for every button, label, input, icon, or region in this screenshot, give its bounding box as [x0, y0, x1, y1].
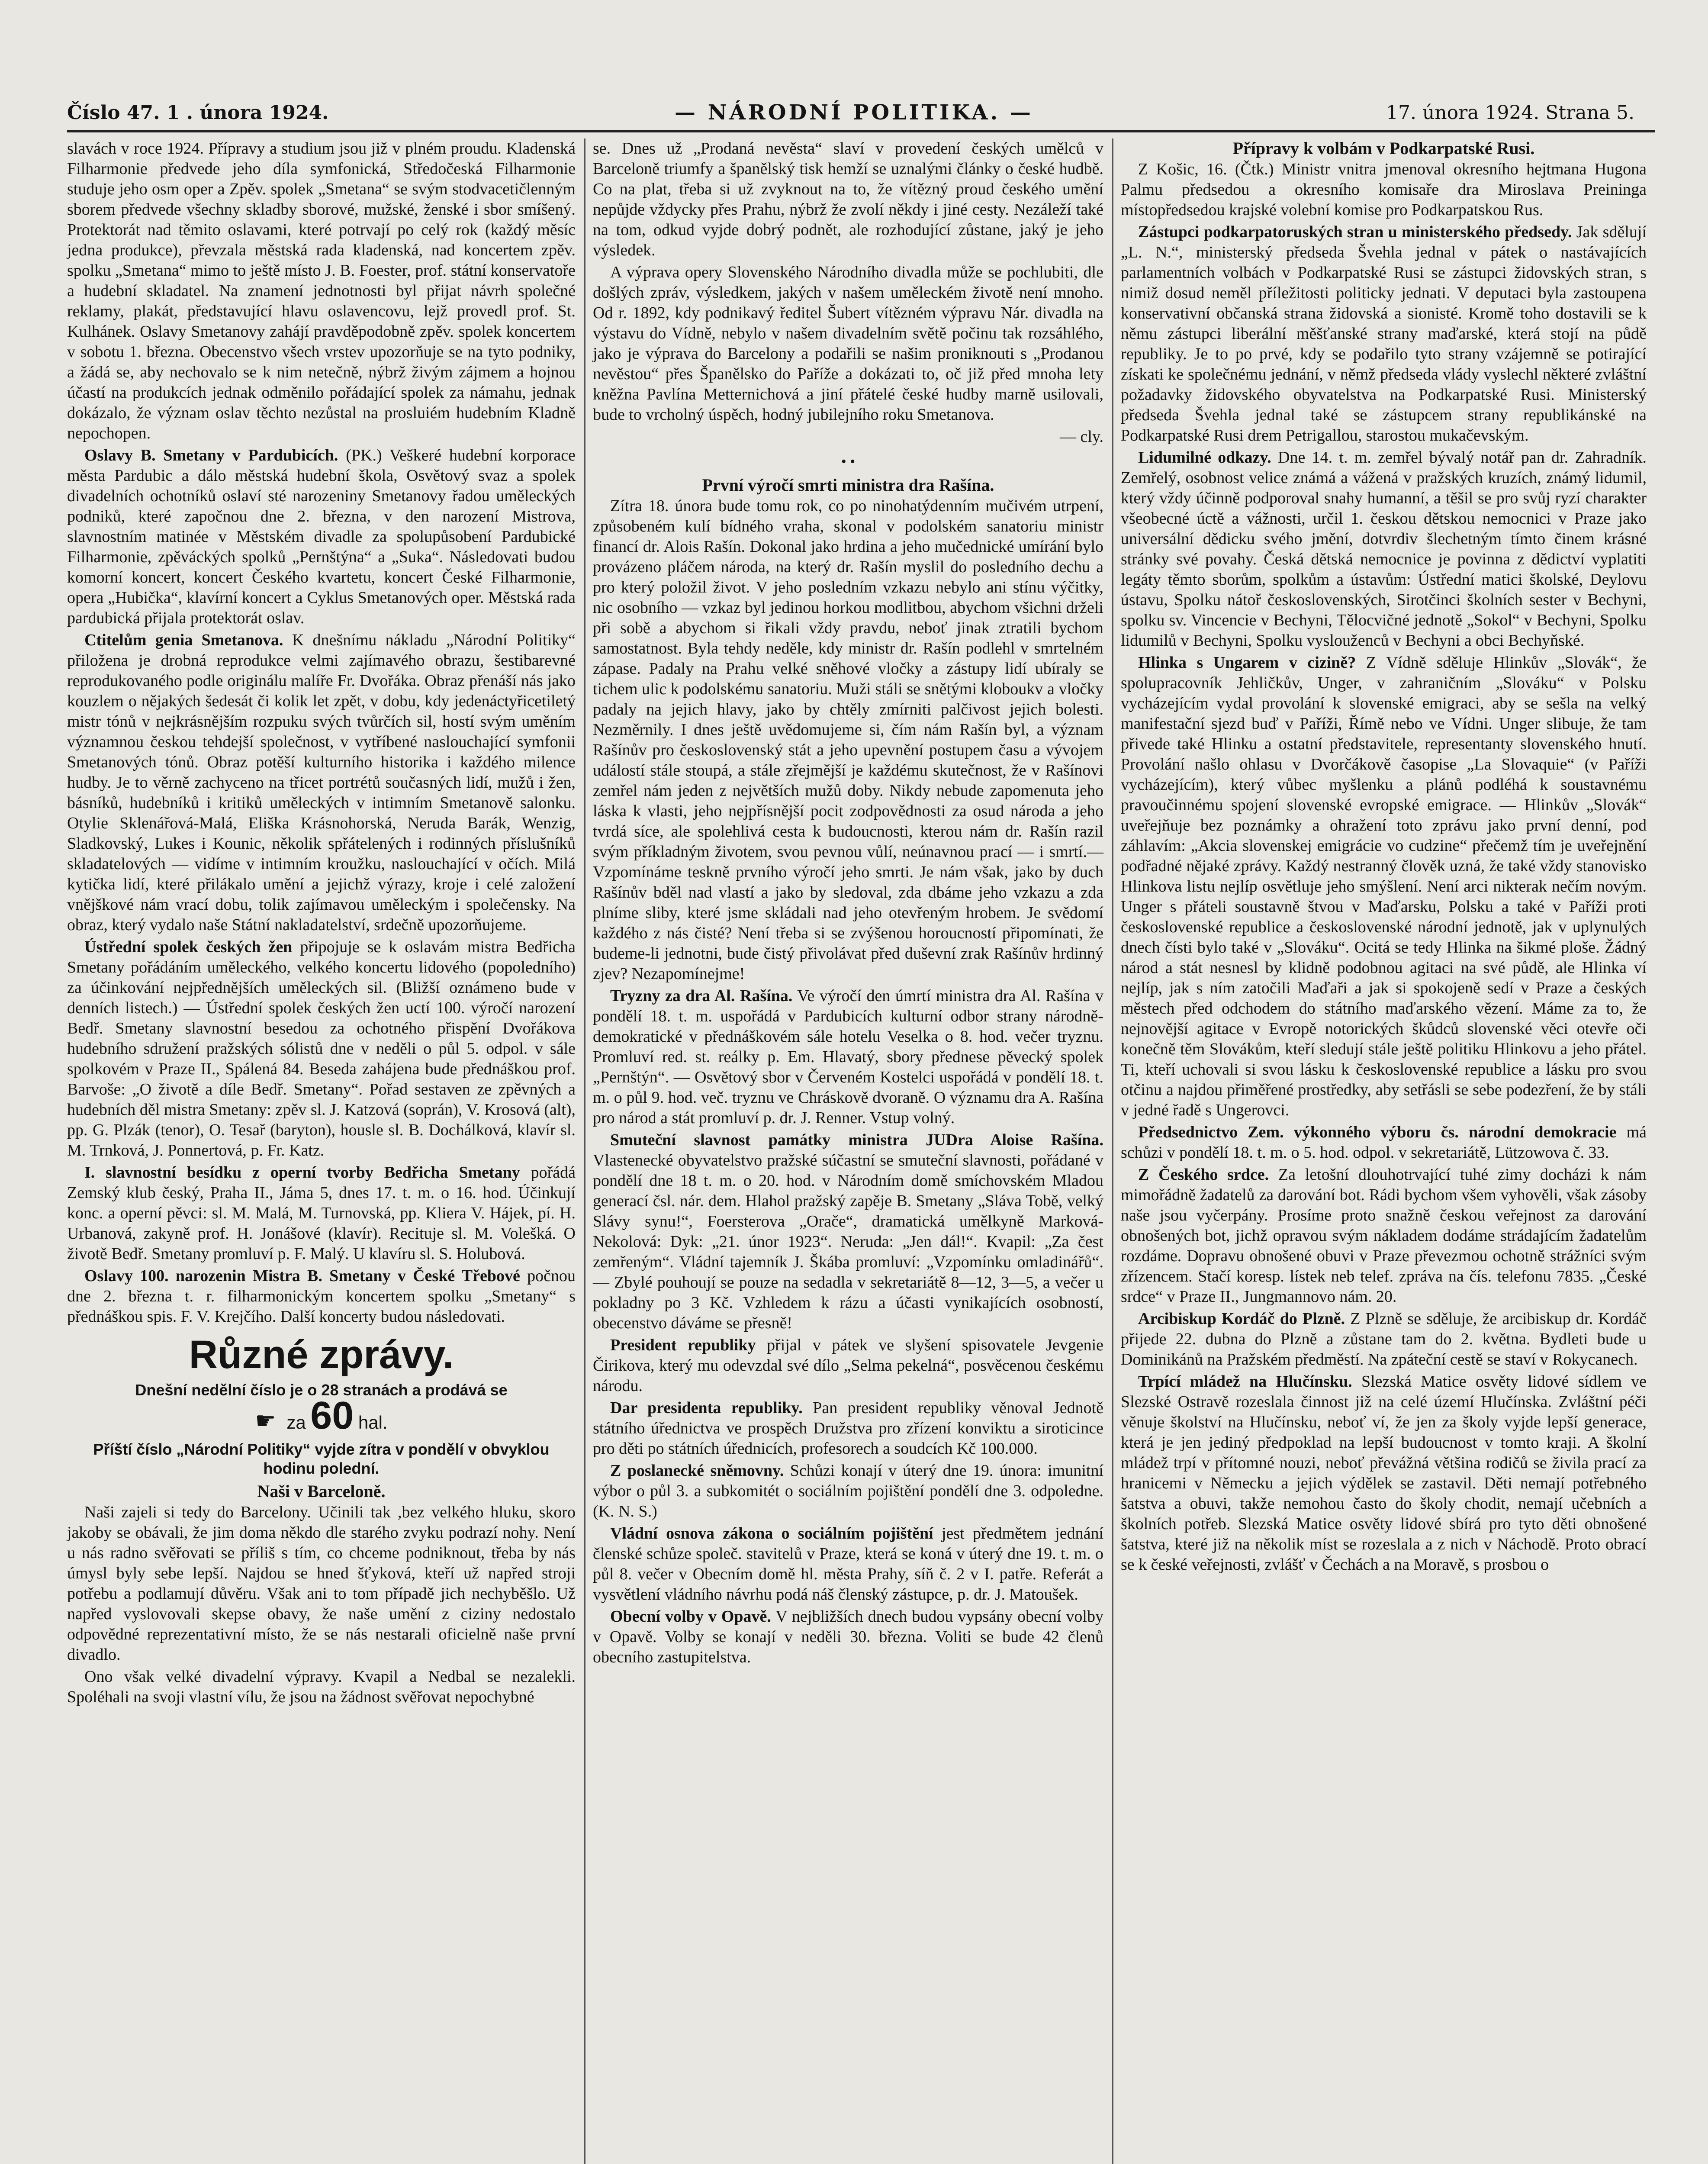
article-paragraph: A výprava opery Slovenského Národního divadla může se pochlubiti, dle došlých zpráv, výsledkem, jakých v našem uměleckém životě není mnoho. Od r. 1892, kdy podnikavý ředitel Šubert vítězném výpravu Nár. divadla na výstavu do Vídně, nebylo v našem divadelním světě počinu tak rozsáhlého, jako je výprava do Barcelony a podařili se našim proniknouti s „Prodanou nevěstou“ přes Španělsko do Paříže a dokázati to, oč již před mnoha lety kněžna Pavlína Metternichová a jiní přátelé české hudby marně usilovali, bude to vrcholný úspěch, hodný jubilejního roku Smetanova. — [593, 263, 1103, 424]
pointing-hand-icon: ☛ — [255, 1408, 276, 1434]
article-paragraph: slavách v roce 1924. Přípravy a studium jsou již v plném proudu. Kladenská Filharmonie předvede jeho díla symfonická, Středočeská Filharmonie studuje jeho osm oper a Zpěv. spolek „Smetana“ se svým stodvacetičlenným sborem předvede všechny skladby sborové, mužské, ženské i sbor smíšený. Protektorát nad těmito oslavami, které potrvají po celý rok (každý měsíc jedna produkce), převzala městská rada kladenská, nad koncertem zpěv. spolku „Smetana“ mimo to ještě místo J. B. Foester, prof. státní konservatoře a hudební skladatel. Na znamení jednotnosti byl přijat návrh společné reklamy, plakát, představující hlavu oslavencovu, lejž provedl prof. St. Kulhánek. Oslavy Smetanovy zahájí pravděpodobně zpěv. spolek koncertem v sobotu 1. března. Obecenstvo všech vrstev upozorňuje se na tyto podniky, a žádá se, aby nechovalo se k nim netečně, nýbrž živým zájmem a hojnou účastí na produkcích jednak odměnilo pořádající spolek za námahu, jednak dokázalo, že význam oslav těchto nezůstal na prosluiém hudebním Kladně nepochopen. — [67, 139, 576, 442]
article-heading: Ústřední spolek českých žen — [84, 938, 293, 956]
article-title: První výročí smrti ministra dra Rašína. — [702, 475, 994, 495]
article-paragraph — [67, 445, 576, 628]
article-heading: Smuteční slavnost památky ministra JUDra Aloise Rašína. — [610, 1131, 1103, 1149]
price-box — [67, 1394, 576, 1437]
article-paragraph — [593, 1523, 1103, 1605]
article-paragraph — [593, 986, 1103, 1128]
page-header — [0, 0, 1708, 134]
article-text: Schůzi konají v úterý dne 19. února: imunitní výbor o půl 3. a subkomitét o sociálním pojištění pondělí dne 3. odpoledne. (K. N. S.) — [593, 1462, 1104, 1520]
article-text: připojuje se k oslavám mistra Bedřicha Smetany pořádáním uměleckého, velkého koncertu lidového (popoledního) za účinkování nejpřednějších uměleckých sil. (Bližší oznámeno bude v denních listech.) — Ústřední spolek českých žen uctí 100. výročí narození Bedř. Smetany slavnostní besedou za ochotného přispění Dvořákova hudebního sdružení pražských sólistů dne v neděli o půl 5. odpol. v sále spolkovém v Praze II., Spálená 84. Beseda zahájena bude přednáškou prof. Barvoše: „O životě a díle Bedř. Smetany“. Pořad sestaven ze zpěvných a hudebních děl mistra Smetany: zpěv sl. J. Katzová (soprán), V. Krosová (alt), pp. G. Plzák (tenor), O. Tesař (baryton), housle sl. B. Dochálková, klavír sl. M. Trnková, J. Ponnertová, p. Fr. Katz. — [67, 938, 576, 1159]
article-text: má schůzi v pondělí 18. t. m. o 5. hod. odpol. v sekretariátě, Lützowova č. 33. — [1121, 1123, 1647, 1162]
article-paragraph — [1121, 222, 1647, 446]
article-paragraph — [67, 937, 576, 1161]
article-paragraph: se. Dnes už „Prodaná nevěsta“ slaví v provedení českých umělců v Barceloně triumfy a španělský tisk hemží se uznalými články o české hudbě. Co na plat, třeba si už zvyknout na to, že vítězný proud českého umění nepůjde vždycky přes Prahu, nýbrž že zvolí někdy i jiné cesty. Nezáleží také na tom, odkud vyjde dobrý podnět, ale rozhodující zůstane, jaký je jeho výsledek. — [593, 139, 1103, 259]
article-heading: Ctitelům genia Smetanova. — [84, 631, 283, 649]
article-paragraph: Z Košic, 16. (Čtk.) Ministr vnitra jmenoval okresního hejtmana Hugona Palmu předsedou a okresního komisaře dra Miroslava Preininga místopředsedou krajské volební komise pro Podkarpatskou Rus. — [1121, 160, 1647, 219]
article-title: Naši v Barceloně. — [257, 1481, 386, 1501]
article-heading: Hlinka s Ungarem v cizině? — [1138, 654, 1356, 672]
article-paragraph — [1121, 448, 1647, 651]
article-text: Z Vídně sděluje Hlinkův „Slovák“, že spolupracovník Jehličkův, Unger, v zahraničním „Slováku“ v Polsku vycházejícím vydal provolání k slovenské emigraci, aby se sešla na velký manifestační sjezd buď v Paříži, Římě nebo ve Vídni. Unger slibuje, že tam přivede také Hlinku a ostatní představitele, representanty slovenského hnutí. Provolání našlo ohlasu v Dvorčákově časopise „La Slovaquie“ (v Paříži vycházejícím), který vůbec myšlenku a plánů podléhá k soustavnému pravoučinnému spojení slovenské evropské emigrace. — Hlinkův „Slovák“ uveřejňuje bez poznámky a ohražení toto zprávu jako první denní, pod záhlavím: „Akcia slovenskej emigrácie vo cudzine“ přečemž tím je uveřejnění podřadné nějaké zprávy. Každý nestranný člověk uzná, že také vždy stanovisko Hlinkova listu nejlíp osvětluje jeho smýšlení. Není arci nikterak nečím novým. Unger s přáteli soustavně štvou v Maďarsku, Polsku a také v Paříži proti československé republice a československé národní jednotě, jak v uplynulých dnech čísti bylo také v „Slováku“. Ocitá se tedy Hlinka na šikmé ploše. Žádný národ a stát nesnesl by klidně podobnou agitaci na své půdě, ale Hlinka ví nejlíp, jak s ním zatočili Maďaři a jak si spokojeně sedí v Praze a českých městech před odchodem do státního maďarského vězení. Máme za to, že nejnovější agitace v Evropě notorických škůdců slovenské věci otevře oči konečně těm Slovákům, kteří sledují stále ještě politiku Hlinkovu a jeho přátel. Ti, kteří uchovali si svou lásku k československé republice a lásku pro svou otčinu a najdou přiměřené prostředky, aby setřásli se sebe podezření, že by stáli v jedné řadě s Ungerovci. — [1121, 654, 1647, 1119]
article-paragraph — [593, 1607, 1103, 1668]
article-paragraph — [593, 1461, 1103, 1522]
article-text: Pan president republiky věnoval Jednotě státního úřednictva ve prospěch Družstva pro zřízení konviktu a siroticince pro děti po státních úřednicích, profesorech a soudcích Kč 100.000. — [593, 1399, 1103, 1458]
article-paragraph — [67, 1266, 576, 1327]
article-paragraph — [593, 1335, 1103, 1396]
article-text: pořádá Zemský klub český, Praha II., Jáma 5, dnes 17. t. m. o 16. hod. Účinkují konc. a operní pěvci: sl. M. Malá, M. Turnovská, pp. Kliera V. Hájek, pí. H. Urbanová, zakyně prof. H. Jonášové (klavír). Recituje sl. M. Volešká. O životě Bedř. Smetany promluví p. F. Malý. U klavíru sl. S. Holubová. — [67, 1163, 576, 1263]
article-paragraph — [67, 630, 576, 935]
column-divider — [584, 138, 585, 2164]
date-and-page: 17. února 1924. Strana 5. — [1386, 102, 1634, 124]
article-heading: Zástupci podkarpatoruských stran u ministerského předsedy. — [1138, 223, 1572, 241]
article-heading: Trpící mládež na Hlučínsku. — [1138, 1372, 1352, 1391]
article-paragraph: Ono však velké divadelní výpravy. Kvapil a Nedbal se nezalekli. Spoléhali na svoji vlastní vílu, že jsou na žádnost svěřovat nepochybné — [67, 1668, 576, 1706]
issue-number: Číslo 47. 1 . února 1924. — [67, 102, 329, 124]
price-label: za — [286, 1412, 306, 1433]
header-rule — [67, 130, 1655, 132]
article-text: Jak sdělují „L. N.“, ministerský předseda Švehla jednal v pátek o nastávajících parlamentních volbách v Podkarpatské Rusi se zástupci židovských stran, s nimiž dosud neměl příležitosti politicky jednati. V deputaci byla zastoupena konservativní občanská strana židovská a sionisté. Kromě toho dostavili se k němu zástupci liberální měšťanské strany maďarské, která stojí na půdě republiky. Je to po prvé, kdy se podařilo tyto strany vzájemně se potirající získati ke společnému jednání, v němž předseda vlády vyslechl některé zvláštní požadavky židovského obyvatelstva na Podkarpatské Rusi. Ministerský předseda Švehla jednal také se zástupcem strany republikánské na Podkarpatské Rusi drem Petrigallou, starostou mukačevským. — [1121, 223, 1647, 444]
article-text: přijal v pátek ve slyšení spisovatele Jevgenie Čirikova, který mu odevzdal své dílo „Selma pekelná“, posvěcenou českému národu. — [593, 1336, 1104, 1395]
article-heading: Z poslanecké sněmovny. — [610, 1462, 784, 1480]
article-paragraph — [593, 1130, 1103, 1333]
article-title: Přípravy k volbám v Podkarpatské Rusi. — [1232, 138, 1535, 158]
article-paragraph: Zítra 18. února bude tomu rok, co po ninohatýdenním mučivém utrpení, způsobeném kulí bídného vraha, skonal v podolském sanatoriu ministr financí dr. Alois Rašín. Dokonal jako hrdina a jeho mučednické umírání bylo provázeno pláčem národa, na který dr. Rašín myslil do posledního dechu a pro který položil život. V jeho posledním vzkazu nebylo ani stínu výčitky, nic osobního — vzkaz byl jedinou horkou modlitbou, abychom všichni drželi při sobě a abychom si řikali vždy pravdu, neboť jinak ztratili bychom samostatnost. Byla tehdy neděle, kdy ministr dr. Rašín podlehl v smrtelném zápase. Padaly na Prahu velké sněhové vločky a zástupy lidí ubíraly se tichem ulic k podolskému sanatoriu. Muži stáli se snětými kloboukv a vločky padaly na jejich hlavy, jako by chtěly zmírniti palčivost jejich bolesti. Nezměrnily. I dnes ještě uvědomujeme si, čím nám Rašín byl, a význam Rašínův pro československý stát a jeho upevnění postupem času a vývojem událostí stále stoupá, a stále zřejmější je každému skutečnost, že v Rašínovi zemřel nám jeden z největších mužů doby. Nikdy nebude zapomenuta jeho láska k vlasti, jeho nejpřísnější pocit zodpovědnosti za osud národa a jeho tvrdá síce, ale spolehlivá cesta k budoucnosti, kterou nám dr. Rašín razil svým příkladným životem, svou pevnou vůlí, neúnavnou prací — i smrtí.— Vzpomínáme teskně prvního výročí jeho smrti. Je nám však, jako by duch Rašínův bděl nad vlastí a jako by sledoval, zda dbáme jeho vzkazu a zda plníme sliby, které jsme skládali nad jeho otevřeným hrobem. Je svědomí každého z nás čisté? Není třeba si se zvýšenou horoucností připomínati, že budeme-li jednotni, bude čistý přivolávat před duševní zrak Rašínův hrdinný zjev? Nezapomínejme! — [593, 497, 1103, 983]
article-heading: Z Českého srdce. — [1138, 1166, 1269, 1184]
article-heading: Arcibiskup Kordáč do Plzně. — [1138, 1310, 1345, 1328]
notice-issue-pages: Dnešní nedělní číslo je o 28 stranách a prodává se — [135, 1381, 508, 1399]
price-value: 60 — [310, 1394, 354, 1437]
article-heading: I. slavnostní besídku z operní tvorby Bedřicha Smetany — [84, 1163, 520, 1182]
article-text: Dne 14. t. m. zemřel bývalý notář pan dr. Zahradník. Zemřelý, osobnost velice známá a vážená v pražských kruzích, známý lidumil, který vždy účinně podporoval snahy humanní, a těšil se pro svůj ryzí charakter všeobecné úctě a vážnosti, určil 1. českou dětskou nemocnici v Praze jako universální dědicku svého jmění, dotvrdiv šlechetným tímto činem krásné stránky své povahy. Česká dětská nemocnice je povinna z dědictví vyplatiti legáty těmto sborům, spolkům a ústavům: Ústřední matici školské, Deylovu ústavu, Spolku nátoř československých, Sirotčinci školních sester v Bechyni, spolku sv. Vincencie v Bechyni, Tělocvičné jednotě „Sokol“ v Bechyni, Spolku lidumilů v Bechyni, Spolku vyslouženců v Bechyni a obci Bechyňské. — [1121, 448, 1647, 650]
article-text: (PK.) Veškeré hudební korporace města Pardubic a dálo městská hudební škola, Osvětový svaz a spolek divadelních ochotníků oslaví sté narozeniny Smetanovy řadou uměleckých podniků, které započnou dne 2. března, v den narození Mistrova, slavnostním matinée v Městském divadle za spolupůsobení Pardubické Filharmonie, zpěváckých spolků „Pernštýna“ a „Suka“. Následovati budou komorní koncert, koncert Českého kvartetu, koncert České Filharmonie, opera „Hubička“, klavírní koncert a Cyklus Smetanových oper. Městská rada pardubická přijala protektorát oslav. — [67, 446, 576, 627]
article-text: V nejbližších dnech budou vypsány obecní volby v Opavě. Volby se konají v neděli 30. března. Voliti se bude 42 členů obecního zastupitelstva. — [593, 1607, 1103, 1666]
separator-ornament: • • — [841, 454, 856, 470]
column-divider — [1112, 138, 1113, 2164]
notice-next-issue: Příští číslo „Národní Politiky“ vyjde zítra v pondělí v obvyklou hodinu polední. — [93, 1440, 550, 1477]
column-1 — [67, 138, 576, 1709]
article-heading: Tryzny za dra Al. Rašína. — [610, 987, 793, 1005]
author-signature: — cly. — [1060, 428, 1103, 446]
article-heading: Vládní osnova zákona o sociálním pojištění — [610, 1524, 933, 1542]
masthead: — NÁRODNÍ POLITIKA. — — [675, 100, 1033, 125]
article-paragraph — [1121, 1122, 1647, 1163]
article-paragraph — [1121, 1165, 1647, 1307]
article-text: počnou dne 2. března t. r. filharmonickým koncertem spolku „Smetany“ s přednáškou spis. F. V. Krejčího. Další koncerty budou následovati. — [67, 1267, 576, 1326]
article-heading: Oslavy 100. narozenin Mistra B. Smetany v České Třebové — [84, 1267, 520, 1285]
article-text: Ve výročí den úmrtí ministra dra Al. Rašína v pondělí 18. t. m. uspořádá v Pardubicích kulturní odbor strany národně-demokratické v přednáškovém sále hotelu Veselka o 8. hod. večer tryznu. Promluví red. st. reálky p. Em. Hlavatý, sbory přednese pěvecký spolek „Pernštýn“. — Osvětový sbor v Červeném Kostelci uspořádá v pondělí 18. t. m. o půl 9. hod. več. tryznu ve Chráskově dvoraně. O významu dra A. Rašína pro národ a stát promluví p. dr. J. Renner. Vstup volný. — [593, 987, 1103, 1127]
article-heading: Předsednictvo Zem. výkonného výboru čs. národní demokracie — [1138, 1123, 1617, 1141]
article-heading: Oslavy B. Smetany v Pardubicích. — [84, 446, 338, 464]
article-text: jest předmětem jednání členské schůze společ. stavitelů v Praze, která se koná v úterý dne 19. t. m. o půl 8. večer v Obecním domě hl. města Prahy, síň č. 2 v I. patře. Referát a vysvětlení vládního návrhu podá náš členský zástupce, p. dr. J. Matoušek. — [593, 1524, 1104, 1604]
article-heading: Obecní volby v Opavě. — [610, 1607, 771, 1626]
article-text: Slezská Matice osvěty lidové sídlem ve Slezské Ostravě rozeslala činnost již na celé území Hlučínska. Zvláštní péči věnuje školství na Hlučínsku, neboť ví, že jen za školy vyjde lepší generace, která je jen jediný předpoklad na lepší budoucnost v tomto kraji. A školní mládež trpí v přítomné nouzi, neboť převážná většina rodičů se živila prací za hranicemi v Německu a jejich výdělek se zastavil. Děti nemají potřebného šatstva a obuvi, takže nemohou často do školy chodit, nemají učebních a školních potřeb. Slezská Matice osvěty lidové sbírá pro tyto děti obnošené šatstva, které již na několik míst se rozeslala a z nich v Náchodě. Proto obrací se k české veřejnosti, zvlášť v Čechách a na Moravě, s prosbou o — [1121, 1372, 1647, 1574]
article-heading: President republiky — [610, 1336, 756, 1354]
article-text: K dnešnímu nákladu „Národní Politiky“ přiložena je drobná reprodukce velmi zajímavého obrazu, šestibarevné reprodukovaného podle originálu malíře Fr. Dvořáka. Obraz přenáší nás jako kouzlem o nějakých šedesát či kolik let zpět, v dobu, kdy jedenáctyřicetiletý mistr tónů v nejkrásnějším rozpuku svých tvůrčích sil, hostí svým uměním významnou českou tehdejší společnost, v vytříbené naslouchající symfonii Smetanových tónů. Obraz potěší kulturního historika i každého milence hudby. Je to věrně zachyceno na třicet portrétů současných lidí, mužů i žen, básníků, hudebníků i kritiků uměleckých v intimním Smetanově salonku. Otylie Sklenářová-Malá, Eliška Krásnohorská, Neruda Barák, Wenzig, Sladkovský, Lukes i Kounic, několik spřátelených i rodinných příslušníků skladatelových — vidíme v intimním kroužku, naslouchající v očích. Milá kytička lidí, které přilákalo umění a jejichž výrazy, kroje i celé založení vnějškové nám vrací dobu, tolik zajímavou uměleckým i společensky. Na obraz, který vydalo naše Státní nakladatelství, srdečně upozorňujeme. — [67, 631, 576, 934]
article-paragraph — [67, 1163, 576, 1264]
article-paragraph — [1121, 653, 1647, 1121]
column-2 — [593, 138, 1103, 1669]
article-paragraph: Naši zajeli si tedy do Barcelony. Učinili tak ,bez velkého hluku, skoro jakoby se obávali, že jim doma někdo dle starého zvyku podrazí nohy. Není u nás radno svěřovati se příliš s tím, co chceme podniknout, třeba by nás úmysl byly sebe lepší. Najdou se hned šťyková, kteří už napřed stroji potřebu a podlamují důvěru. Však ani to tom případě jich nechyběšlo. Už napřed vyslovovali skepse obavy, že naše umění z ciziny nedostalo odpovědné reprezentativní místo, že se nás nestarali oficielně naše první divadlo. — [67, 1503, 576, 1664]
article-heading: Lidumilné odkazy. — [1138, 448, 1271, 467]
article-paragraph — [1121, 1372, 1647, 1575]
article-text: Vlastenecké obyvatelstvo pražské súčastní se smuteční slavnosti, pořádané v pondělí dne 18 t. m. o 20. hod. v Národním domě smíchovském Mladou generací čsl. nár. dem. Hlahol pražský zapěje B. Smetany „Sláva Tobě, velký Slávy synu!“, Foersterova „Orače“, dramatická umělkyně Marková-Nekolová: Dyk: „21. únor 1923“. Neruda: „Jen dál!“. Kvapil: „Za čest zemřeným“. Vládní tajemník J. Škába promluví: „Vzpomínku omladinářů“. — Zbylé pouhoují se pouze na sedadla v sekretariátě 8—12, 3—5, a večer u pokladny po 3 Kč. Vzhledem k rázu a účasti vynikajících osobností, obecenstvo dáváme se přesně! — [593, 1151, 1103, 1332]
section-title: Různé zprávy. — [189, 1333, 454, 1377]
article-heading: Dar presidenta republiky. — [610, 1399, 803, 1417]
column-3 — [1121, 138, 1647, 1577]
article-paragraph — [1121, 1309, 1647, 1370]
article-text: Za letošní dlouhotrvající tuhé zimy docházi k nám mimořádně žadatelů za darování bot. Rádi bychom všem vyhověli, však zásoby naše jsou vyčerpány. Prosíme proto snažně českou veřejnost za darování obnošených bot, jichž opravou svým nákladem dodáme strádajícím žadatelům rozdáme. Dopravu obnošené obuvi v Praze převezmou ochotně strážníci svým zřízencem. Stačí koresp. lístek neb telef. zpráva na čís. telefonu 7835. „České srdce“ v Praze II., Jungmannovo nám. 20. — [1121, 1166, 1647, 1306]
price-unit: hal. — [358, 1412, 388, 1433]
article-text: Z Plzně se sděluje, že arcibiskup dr. Kordáč přijede 22. dubna do Plzně a zůstane tam do 2. května. Bydleti bude u Dominikánů na Pražském předměstí. Na zpáteční cestě se staví v Rokycanech. — [1121, 1310, 1647, 1369]
article-paragraph — [593, 1398, 1103, 1459]
